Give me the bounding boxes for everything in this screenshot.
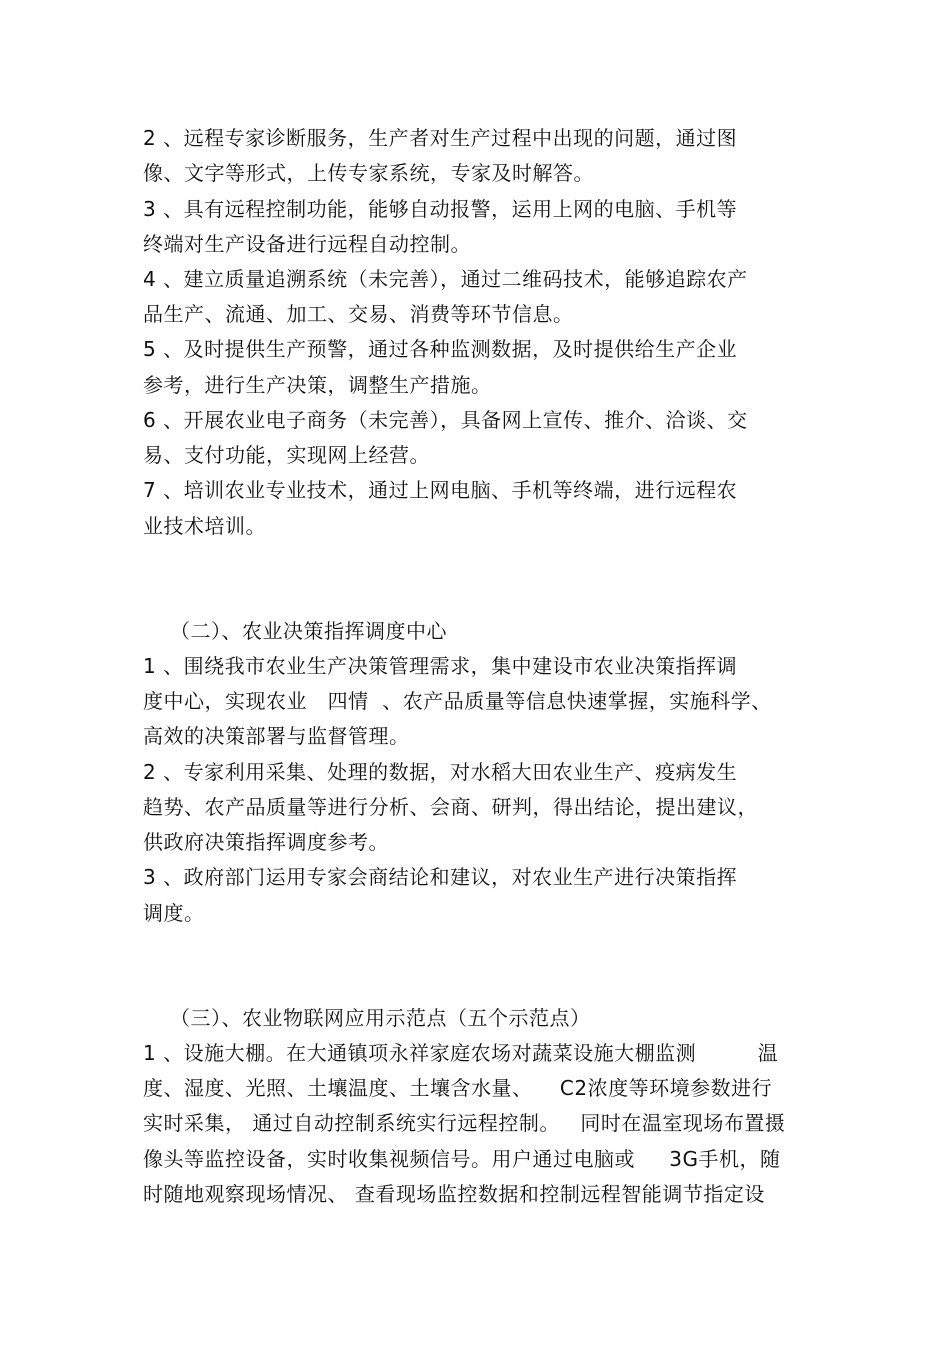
paragraph-line: 易、支付功能，实现网上经营。 (143, 443, 430, 467)
paragraph-line: 业技术培训。 (143, 514, 266, 538)
paragraph-line: 像、文字等形式，上传专家系统，专家及时解答。 (143, 161, 594, 185)
paragraph-line: 4 、建立质量追溯系统（未完善），通过二维码技术，能够追踪农产 (143, 267, 748, 291)
paragraph-line: 品生产、流通、加工、交易、消费等环节信息。 (143, 302, 574, 326)
paragraph-line: 终端对生产设备进行远程自动控制。 (143, 232, 471, 256)
paragraph-line: 度中心，实现农业 四情 、农产品质量等信息快速掌握，实施科学、 (143, 689, 772, 713)
paragraph-line: 3 、具有远程控制功能，能够自动报警，运用上网的电脑、手机等 (143, 197, 738, 221)
paragraph-line: 时随地观察现场情况、 查看现场监控数据和控制远程智能调节指定设 (143, 1182, 765, 1206)
section-heading: （二）、农业决策指挥调度中心 (170, 619, 447, 643)
paragraph-line: 1 、围绕我市农业生产决策管理需求，集中建设市农业决策指挥调 (143, 654, 738, 678)
paragraph-line: 7 、培训农业专业技术，通过上网电脑、手机等终端，进行远程农 (143, 478, 738, 502)
paragraph-line: 实时采集， 通过自动控制系统实行远程控制。 同时在温室现场布置摄 (143, 1111, 786, 1135)
paragraph-line: 1 、设施大棚。在大通镇项永祥家庭农场对蔬菜设施大棚监测 温 (143, 1041, 779, 1065)
paragraph-line: 调度。 (143, 901, 205, 925)
paragraph-line: 供政府决策指挥调度参考。 (143, 830, 389, 854)
paragraph-line: 6 、开展农业电子商务（未完善），具备网上宣传、推介、洽谈、交 (143, 408, 748, 432)
paragraph-line: 趋势、农产品质量等进行分析、会商、研判，得出结论，提出建议， (143, 795, 758, 819)
paragraph-line: 2 、专家利用采集、处理的数据，对水稻大田农业生产、疫病发生 (143, 760, 738, 784)
paragraph-line: 度、湿度、光照、土壤温度、土壤含水量、 C2浓度等环境参数进行 (143, 1076, 773, 1100)
section-heading: （三）、农业物联网应用示范点（五个示范点） (170, 1006, 591, 1030)
paragraph-line: 高效的决策部署与监督管理。 (143, 724, 410, 748)
paragraph-line: 3 、政府部门运用专家会商结论和建议，对农业生产进行决策指挥 (143, 865, 738, 889)
paragraph-line: 5 、及时提供生产预警，通过各种监测数据，及时提供给生产企业 (143, 337, 738, 361)
paragraph-line: 2 、远程专家诊断服务，生产者对生产过程中出现的问题，通过图 (143, 126, 738, 150)
paragraph-line: 像头等监控设备，实时收集视频信号。用户通过电脑或 3G手机，随 (143, 1147, 781, 1171)
paragraph-line: 参考，进行生产决策，调整生产措施。 (143, 373, 492, 397)
